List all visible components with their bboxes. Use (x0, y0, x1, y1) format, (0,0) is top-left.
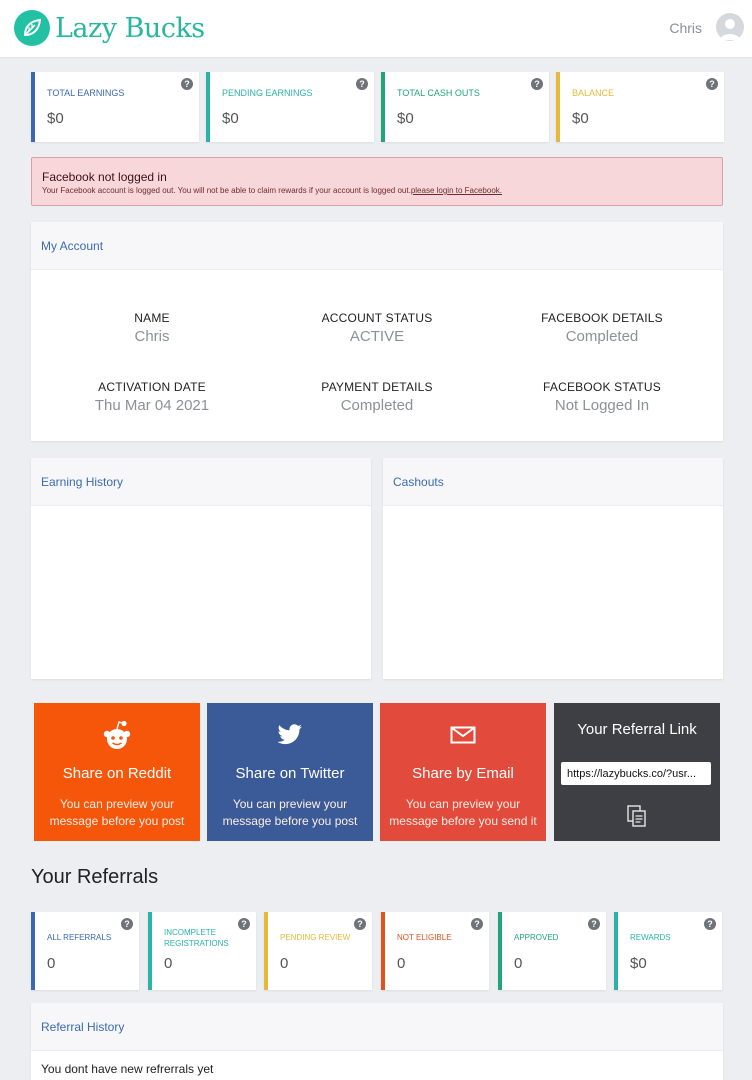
referral-title: Your Referral Link (577, 721, 697, 738)
panel-header (31, 222, 723, 270)
card-accent-bar (206, 72, 210, 142)
stat-label: PENDING EARNINGS (222, 88, 313, 98)
card-accent-bar (148, 912, 152, 990)
field-label: FACEBOOK STATUS (543, 380, 661, 394)
pending-earnings-card (206, 72, 374, 142)
share-twitter-button[interactable] (207, 703, 373, 841)
panel-title: My Account (41, 239, 104, 253)
share-email-button[interactable] (380, 703, 546, 841)
alert-message: Your Facebook account is logged out. You will not be able to claim rewards if your account is logged out. (42, 186, 411, 195)
stat-value: $0 (47, 110, 64, 127)
card-accent-bar (556, 72, 560, 142)
ref-value: 0 (514, 955, 523, 972)
pending-review-card (264, 912, 372, 990)
ref-label: REWARDS (630, 933, 671, 942)
field-label: NAME (134, 311, 170, 325)
ref-label: INCOMPLETE REGISTRATIONS (164, 928, 229, 948)
ref-value: 0 (397, 955, 406, 972)
user-avatar-icon[interactable] (716, 13, 744, 41)
help-icon[interactable]: ? (354, 918, 366, 930)
card-accent-bar (264, 912, 268, 990)
alert-title: Facebook not logged in (42, 170, 167, 184)
account-name (37, 311, 267, 345)
ref-value: 0 (47, 955, 56, 972)
ref-label: NOT ELIGIBLE (397, 933, 452, 942)
field-label: PAYMENT DETAILS (321, 380, 433, 394)
stat-value: $0 (397, 110, 414, 127)
help-icon[interactable]: ? (531, 78, 543, 90)
reddit-icon (34, 717, 200, 753)
ref-value: 0 (164, 955, 173, 972)
help-icon[interactable]: ? (471, 918, 483, 930)
cashouts-panel (383, 458, 723, 679)
panel-header (31, 1003, 723, 1051)
share-description: You can preview your message before you post (49, 797, 185, 828)
card-accent-bar (614, 912, 618, 990)
approved-card (498, 912, 606, 990)
panel-title: Cashouts (393, 475, 444, 489)
facebook-login-link[interactable]: please login to Facebook. (410, 186, 502, 195)
field-label: ACTIVATION DATE (98, 380, 206, 394)
ref-label: ALL REFERRALS (47, 933, 112, 942)
earning-history-panel (31, 458, 371, 679)
alert-text (42, 186, 502, 195)
share-title: Share by Email (412, 765, 514, 782)
ref-value: 0 (280, 955, 289, 972)
field-value: ACTIVE (349, 328, 405, 345)
field-label: FACEBOOK DETAILS (541, 311, 663, 325)
copy-icon[interactable] (626, 804, 648, 828)
my-account-panel (31, 222, 723, 441)
balance-card (556, 72, 724, 142)
field-value: Thu Mar 04 2021 (94, 397, 210, 414)
panel-title: Referral History (41, 1020, 125, 1034)
referral-link-input[interactable] (561, 762, 711, 785)
referral-history-panel (31, 1003, 723, 1080)
help-icon[interactable]: ? (121, 918, 133, 930)
activation-date (37, 380, 267, 414)
card-accent-bar (381, 912, 385, 990)
stat-label: BALANCE (572, 88, 615, 98)
referral-link-box (554, 703, 720, 841)
ref-value: $0 (630, 955, 647, 972)
field-label: ACCOUNT STATUS (321, 311, 433, 325)
share-reddit-button[interactable] (34, 703, 200, 841)
panel-header (31, 458, 371, 506)
user-name[interactable]: Chris (669, 20, 702, 36)
rewards-card (614, 912, 722, 990)
share-description: You can preview your message before you post (222, 797, 358, 828)
brand-name: Lazy Bucks (55, 12, 205, 44)
share-title: Share on Twitter (235, 765, 345, 782)
incomplete-registrations-card (148, 912, 256, 990)
total-cashouts-card (381, 72, 549, 142)
payment-details (262, 380, 492, 414)
field-value: Completed (340, 397, 414, 414)
all-referrals-card (31, 912, 139, 990)
stat-label: TOTAL CASH OUTS (397, 88, 480, 98)
mail-icon (380, 717, 546, 753)
account-status (262, 311, 492, 345)
top-navbar (0, 0, 752, 58)
empty-message: You dont have new refrerrals yet (41, 1062, 214, 1076)
twitter-icon (207, 717, 373, 753)
share-description: You can preview your message before you send it (389, 797, 537, 828)
share-title: Share on Reddit (62, 765, 172, 782)
leaf-logo-icon (14, 10, 50, 46)
referrals-heading: Your Referrals (31, 866, 159, 888)
card-accent-bar (31, 72, 35, 142)
total-earnings-card (31, 72, 199, 142)
facebook-details (487, 311, 717, 345)
field-value: Completed (565, 328, 639, 345)
ref-label: APPROVED (514, 933, 559, 942)
panel-title: Earning History (41, 475, 124, 489)
field-value: Chris (134, 328, 170, 345)
help-icon[interactable]: ? (181, 78, 193, 90)
help-icon[interactable]: ? (356, 78, 368, 90)
field-value: Not Logged In (554, 397, 650, 414)
facebook-status (487, 380, 717, 414)
facebook-alert (31, 157, 723, 206)
not-eligible-card (381, 912, 489, 990)
help-icon[interactable]: ? (238, 918, 250, 930)
card-accent-bar (381, 72, 385, 142)
panel-header (383, 458, 723, 506)
stat-value: $0 (222, 110, 239, 127)
help-icon[interactable]: ? (706, 78, 718, 90)
card-accent-bar (31, 912, 35, 990)
brand-logo[interactable] (14, 10, 205, 46)
stat-label: TOTAL EARNINGS (47, 88, 125, 98)
help-icon[interactable]: ? (588, 918, 600, 930)
card-accent-bar (498, 912, 502, 990)
help-icon[interactable]: ? (704, 918, 716, 930)
ref-label: PENDING REVIEW (280, 933, 351, 942)
stat-value: $0 (572, 110, 589, 127)
